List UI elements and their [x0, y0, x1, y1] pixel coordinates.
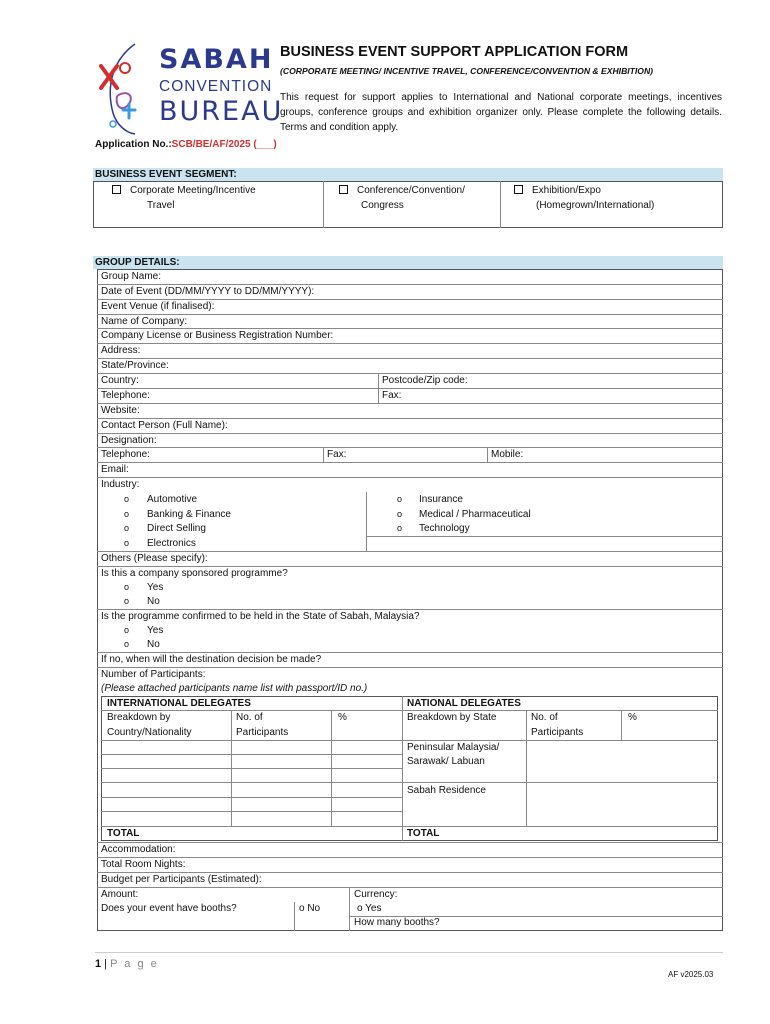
footer-divider	[95, 952, 723, 953]
how-many-booths-label: How many booths?	[354, 917, 440, 928]
segment-option-corporate-line2: Travel	[147, 200, 175, 211]
company-name-label: Name of Company:	[101, 316, 188, 327]
intl-participants-header: Participants	[236, 727, 289, 738]
natl-participants-header: Participants	[531, 727, 584, 738]
sabah-convention-bureau-logo	[95, 38, 284, 138]
checkbox-icon[interactable]	[112, 185, 121, 194]
natl-breakdown-header: Breakdown by State	[407, 712, 497, 723]
industry-direct-selling: Direct Selling	[147, 523, 206, 534]
segment-option-exhibition[interactable]: Exhibition/Expo	[514, 185, 601, 197]
contact-person-label: Contact Person (Full Name):	[101, 420, 228, 431]
natl-peninsular-label-line2: Sarawak/ Labuan	[407, 756, 485, 767]
natl-no-of-header: No. of	[531, 712, 558, 723]
form-subtitle: (CORPORATE MEETING/ INCENTIVE TRAVEL, CONFERENCE/CONVENTION & EXHIBITION)	[280, 66, 654, 76]
fax-label: Fax:	[382, 390, 402, 401]
application-number-label: Application No.:	[95, 139, 172, 150]
checkbox-icon[interactable]	[339, 185, 348, 194]
page-separator: |	[101, 958, 111, 970]
accommodation-label: Accommodation:	[101, 844, 176, 855]
booth-yes-option[interactable]: o Yes	[357, 903, 382, 914]
radio-bullet-icon[interactable]: o	[397, 523, 403, 533]
contact-telephone-label: Telephone:	[101, 449, 150, 460]
radio-bullet-icon[interactable]: o	[124, 538, 130, 548]
email-label: Email:	[101, 464, 129, 475]
form-version: AF v2025.03	[668, 970, 714, 979]
industry-technology: Technology	[419, 523, 470, 534]
radio-bullet-icon[interactable]: o	[124, 582, 130, 592]
industry-label: Industry:	[101, 479, 140, 490]
application-number-code[interactable]: SCB/BE/AF/2025 (___)	[171, 139, 277, 150]
state-label: State/Province:	[101, 360, 169, 371]
form-title: BUSINESS EVENT SUPPORT APPLICATION FORM	[280, 44, 629, 60]
radio-bullet-icon[interactable]: o	[397, 509, 403, 519]
designation-label: Designation:	[101, 435, 157, 446]
sponsored-no: No	[147, 596, 160, 607]
radio-bullet-icon[interactable]: o	[124, 639, 130, 649]
industry-banking: Banking & Finance	[147, 509, 231, 520]
logo-bureau-text: BUREAU	[159, 96, 284, 127]
address-label: Address:	[101, 345, 141, 356]
industry-electronics: Electronics	[147, 538, 196, 549]
industry-automotive: Automotive	[147, 494, 198, 505]
telephone-label: Telephone:	[101, 390, 150, 401]
budget-label: Budget per Participants (Estimated):	[101, 874, 262, 885]
participants-note: (Please attached participants name list with passport/ID no.)	[101, 683, 368, 694]
contact-mobile-label: Mobile:	[491, 449, 524, 460]
page-number-value: 1	[95, 958, 102, 970]
segment-option-corporate[interactable]: Corporate Meeting/Incentive	[112, 185, 256, 197]
industry-medical: Medical / Pharmaceutical	[419, 509, 531, 520]
natl-total-label: TOTAL	[407, 828, 440, 839]
amount-label: Amount:	[101, 889, 139, 900]
industry-insurance: Insurance	[419, 494, 463, 505]
intl-breakdown-header: Breakdown by	[107, 712, 171, 723]
page-number	[95, 958, 159, 970]
logo-sabah-text: SABAH	[159, 44, 274, 75]
intl-no-of-header: No. of	[236, 712, 263, 723]
currency-label: Currency:	[354, 889, 398, 900]
destination-decision-label: If no, when will the destination decision be made?	[101, 654, 322, 665]
sponsored-yes: Yes	[147, 582, 164, 593]
natl-delegates-header: NATIONAL DELEGATES	[407, 698, 521, 709]
sponsored-question: Is this a company sponsored programme?	[101, 568, 288, 579]
room-nights-label: Total Room Nights:	[101, 859, 186, 870]
intl-total-label: TOTAL	[107, 828, 140, 839]
radio-bullet-icon[interactable]: o	[124, 596, 130, 606]
group-header: GROUP DETAILS:	[93, 256, 723, 269]
radio-bullet-icon[interactable]: o	[124, 523, 130, 533]
others-label: Others (Please specify):	[101, 553, 208, 564]
confirmed-yes: Yes	[147, 625, 164, 636]
intl-delegates-header: INTERNATIONAL DELEGATES	[107, 698, 251, 709]
application-number	[95, 139, 277, 150]
natl-percent-header: %	[628, 712, 637, 723]
radio-bullet-icon[interactable]: o	[397, 494, 403, 504]
radio-bullet-icon[interactable]: o	[124, 625, 130, 635]
segment-header: BUSINESS EVENT SEGMENT:	[93, 168, 723, 181]
group-name-label: Group Name:	[101, 271, 162, 282]
country-label: Country:	[101, 375, 139, 386]
intro-paragraph: This request for support applies to International and National corporate meetings, incentives groups, conference groups and exhibition organizer only. Please complete the following details. Terms and condition apply.	[280, 92, 722, 133]
segment-option-exhibition-line2: (Homegrown/International)	[536, 200, 655, 211]
natl-sabah-residence-label: Sabah Residence	[407, 785, 486, 796]
intl-breakdown-header-line2: Country/Nationality	[107, 727, 192, 738]
booth-no-option[interactable]: o No	[299, 903, 321, 914]
radio-bullet-icon[interactable]: o	[124, 494, 130, 504]
participants-label: Number of Participants:	[101, 669, 206, 680]
segment-option-conference-line2: Congress	[361, 200, 404, 211]
website-label: Website:	[101, 405, 140, 416]
company-license-label: Company License or Business Registration Number:	[101, 330, 334, 341]
contact-fax-label: Fax:	[327, 449, 347, 460]
event-date-label: Date of Event (DD/MM/YYYY to DD/MM/YYYY):	[101, 286, 315, 297]
radio-bullet-icon[interactable]: o	[124, 509, 130, 519]
confirmed-no: No	[147, 639, 160, 650]
segment-option-conference[interactable]: Conference/Convention/	[339, 185, 465, 197]
natl-peninsular-label: Peninsular Malaysia/	[407, 742, 500, 753]
logo-emblem-icon	[95, 38, 165, 138]
confirmed-question: Is the programme confirmed to be held in the State of Sabah, Malaysia?	[101, 611, 420, 622]
logo-convention-text: CONVENTION	[159, 78, 273, 95]
page-word: P a g e	[110, 958, 159, 970]
postcode-label: Postcode/Zip code:	[382, 375, 468, 386]
booths-question: Does your event have booths?	[101, 903, 237, 914]
checkbox-icon[interactable]	[514, 185, 523, 194]
intl-percent-header: %	[338, 712, 347, 723]
event-venue-label: Event Venue (if finalised):	[101, 301, 215, 312]
